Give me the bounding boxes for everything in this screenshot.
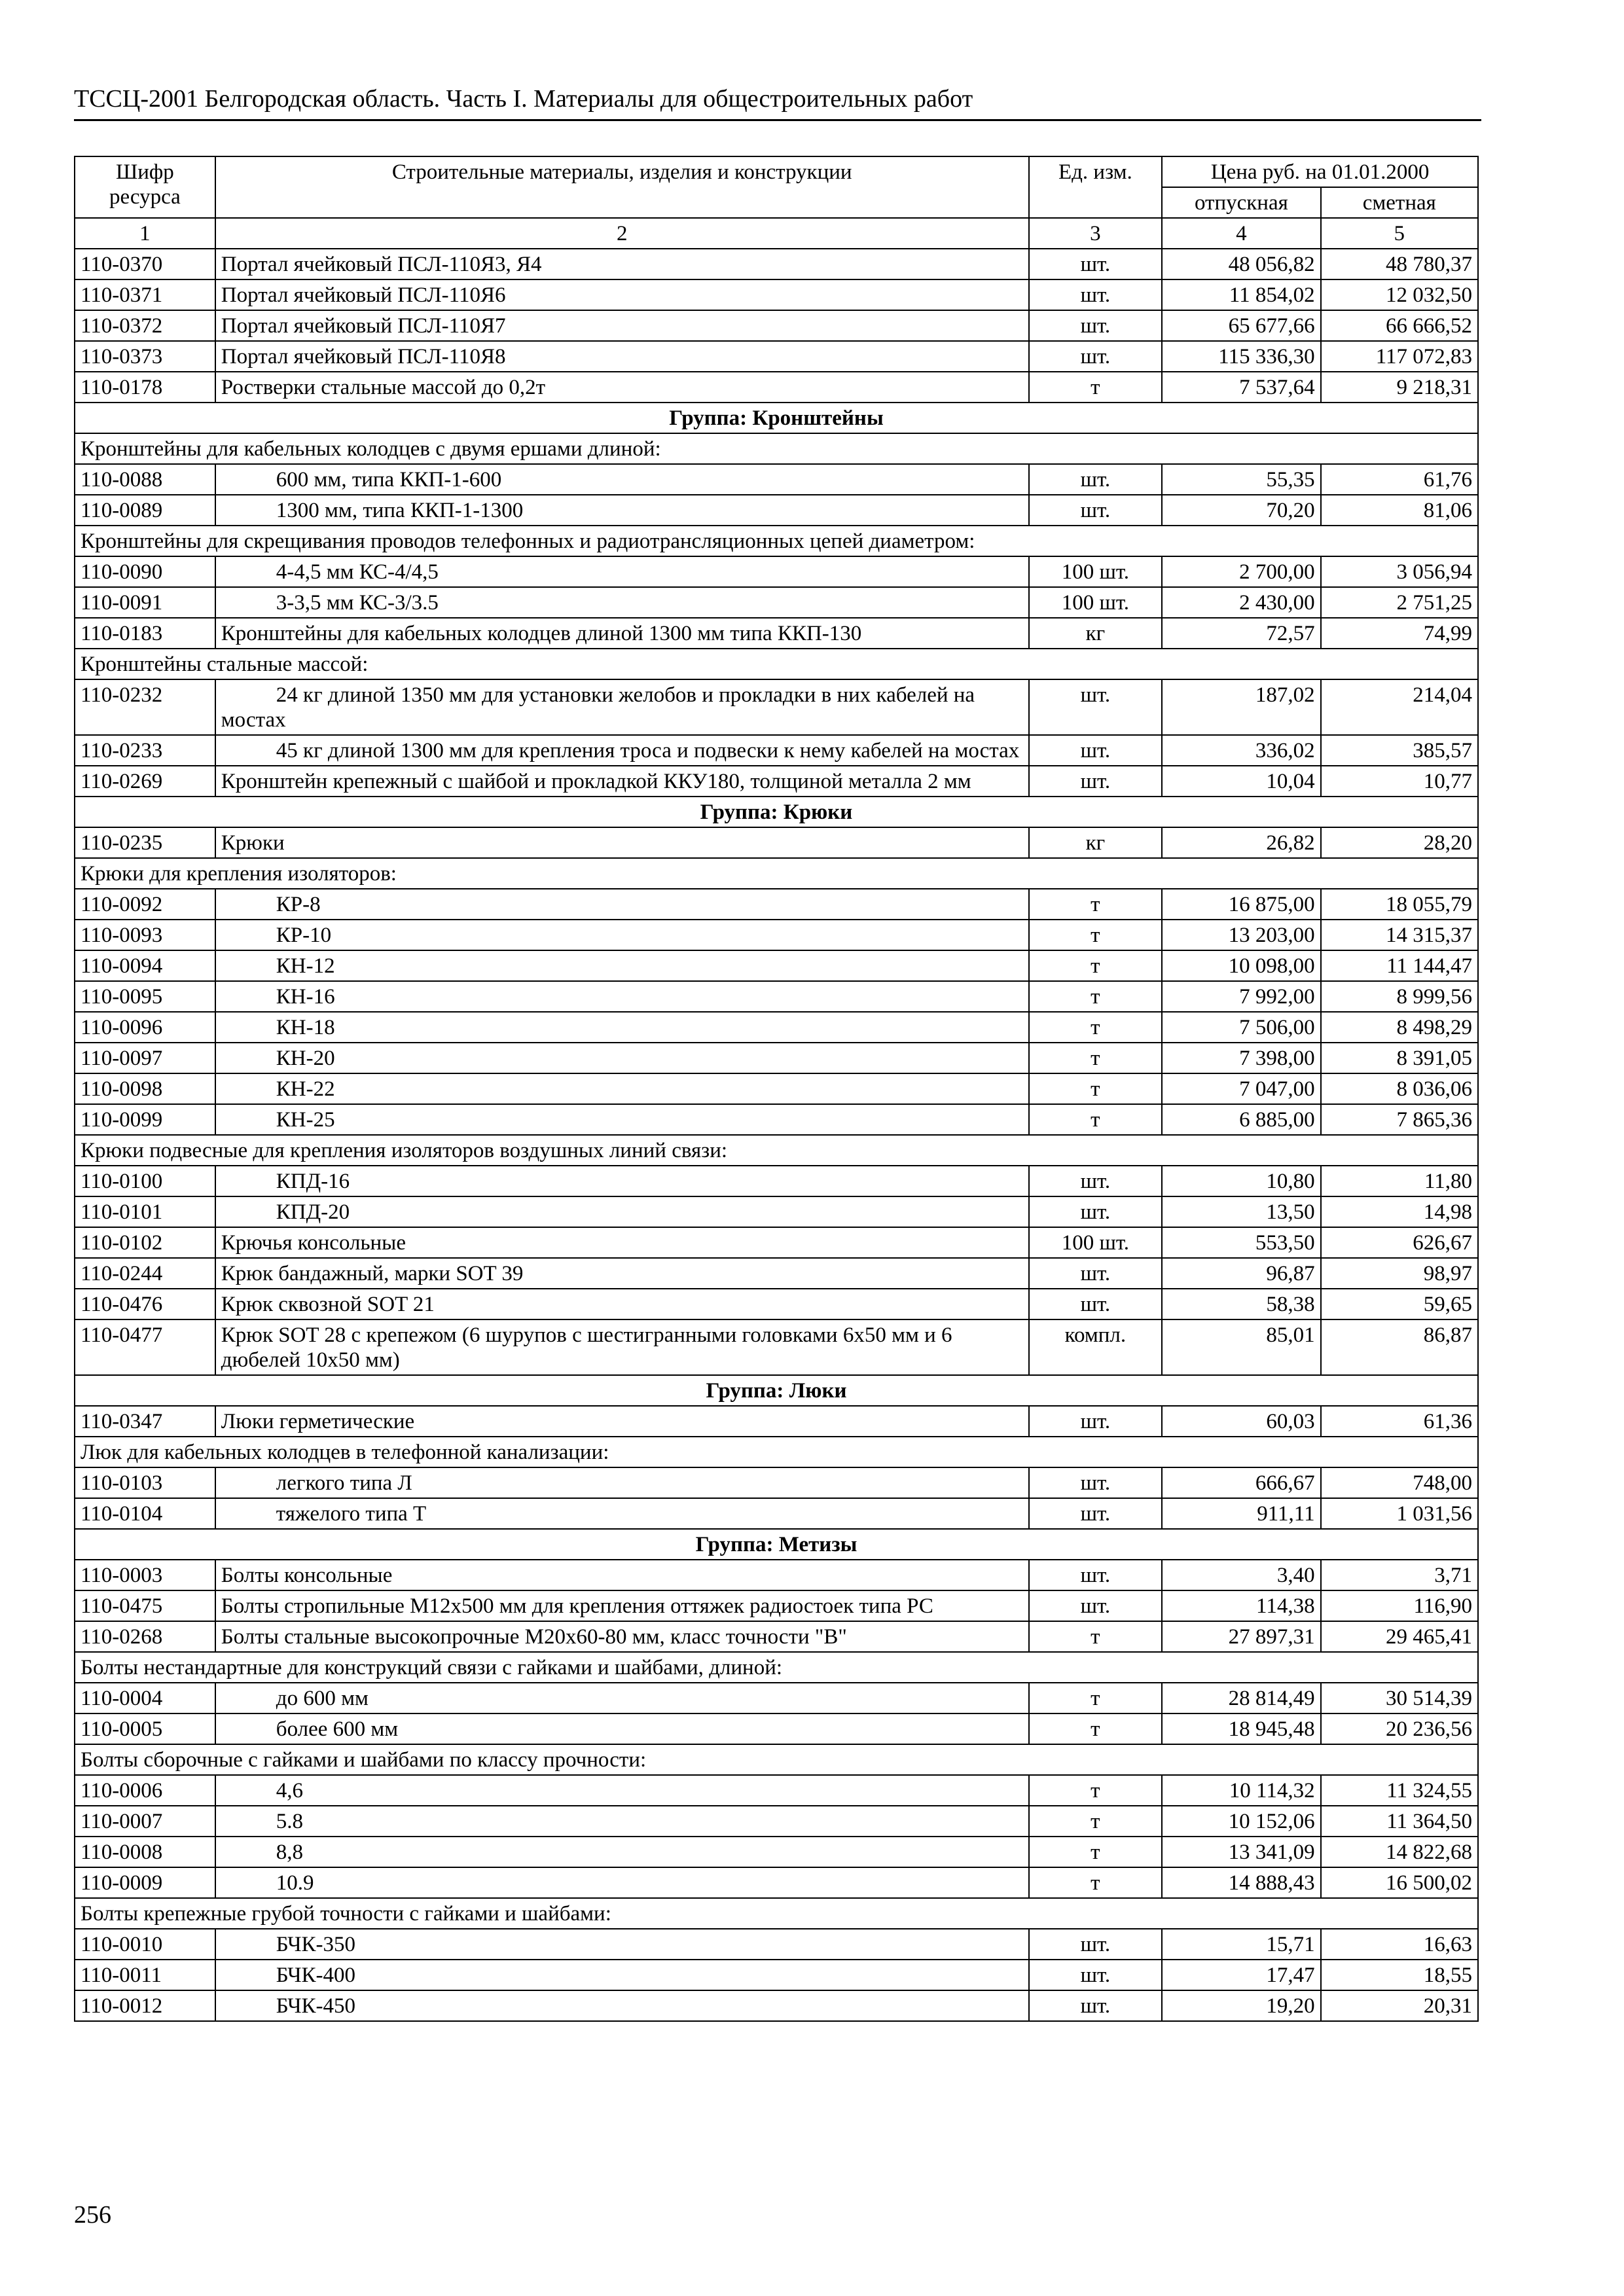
resource-code: 110-0006 [75,1775,215,1806]
estimate-price: 18,55 [1321,1960,1478,1990]
unit-of-measure: 100 шт. [1029,1227,1163,1258]
release-price: 2 430,00 [1162,587,1320,618]
estimate-price: 66 666,52 [1321,310,1478,341]
unit-of-measure: шт. [1029,1467,1163,1498]
material-name: Крюки [215,827,1029,858]
estimate-price: 20,31 [1321,1990,1478,2021]
material-name: БЧК-350 [215,1929,1029,1960]
material-name: Болты консольные [215,1560,1029,1590]
col-number: 4 [1162,218,1320,249]
estimate-price: 9 218,31 [1321,372,1478,403]
release-price: 14 888,43 [1162,1867,1320,1898]
unit-of-measure: 100 шт. [1029,556,1163,587]
release-price: 666,67 [1162,1467,1320,1498]
resource-code: 110-0102 [75,1227,215,1258]
resource-code: 110-0003 [75,1560,215,1590]
material-name: 10.9 [215,1867,1029,1898]
unit-of-measure: шт. [1029,1406,1163,1437]
col-number: 5 [1321,218,1478,249]
material-name: до 600 мм [215,1683,1029,1713]
resource-code: 110-0244 [75,1258,215,1289]
unit-of-measure: шт. [1029,1590,1163,1621]
page-number: 256 [74,2201,111,2229]
table-row [75,279,1478,310]
material-name: Кронштейн крепежный с шайбой и прокладкой ККУ180, толщиной металла 2 мм [215,766,1029,797]
subgroup-title: Кронштейны стальные массой: [75,649,1478,679]
table-row [75,1289,1478,1319]
unit-of-measure: т [1029,1073,1163,1104]
release-price: 2 700,00 [1162,556,1320,587]
release-price: 10 098,00 [1162,950,1320,981]
table-row [75,889,1478,920]
page-header: ТССЦ-2001 Белгородская область. Часть I. Материалы для общестроительных работ [74,84,1481,121]
table-row [75,1621,1478,1652]
material-name: КПД-16 [215,1166,1029,1196]
estimate-price: 61,36 [1321,1406,1478,1437]
release-price: 115 336,30 [1162,341,1320,372]
subgroup-row [75,1744,1478,1775]
material-name: КР-10 [215,920,1029,950]
table-row [75,1196,1478,1227]
material-name: 5.8 [215,1806,1029,1837]
unit-of-measure: т [1029,1713,1163,1744]
group-title: Группа: Люки [75,1375,1478,1406]
table-row [75,1960,1478,1990]
table-row [75,1073,1478,1104]
resource-code: 110-0104 [75,1498,215,1529]
unit-of-measure: шт. [1029,1196,1163,1227]
release-price: 28 814,49 [1162,1683,1320,1713]
estimate-price: 12 032,50 [1321,279,1478,310]
col-header-price: Цена руб. на 01.01.2000 [1162,156,1478,187]
col-header-release: отпускная [1162,187,1320,218]
material-name: Крюк бандажный, марки SOT 39 [215,1258,1029,1289]
group-title: Группа: Метизы [75,1529,1478,1560]
estimate-price: 2 751,25 [1321,587,1478,618]
release-price: 72,57 [1162,618,1320,649]
release-price: 70,20 [1162,495,1320,526]
unit-of-measure: 100 шт. [1029,587,1163,618]
estimate-price: 8 999,56 [1321,981,1478,1012]
resource-code: 110-0268 [75,1621,215,1652]
estimate-price: 81,06 [1321,495,1478,526]
release-price: 16 875,00 [1162,889,1320,920]
col-header-name: Строительные материалы, изделия и конструкции [215,156,1029,218]
resource-code: 110-0233 [75,735,215,766]
unit-of-measure: шт. [1029,1929,1163,1960]
subgroup-row [75,1437,1478,1467]
material-name: КН-12 [215,950,1029,981]
subgroup-row [75,1898,1478,1929]
release-price: 11 854,02 [1162,279,1320,310]
release-price: 7 992,00 [1162,981,1320,1012]
table-row [75,1104,1478,1135]
unit-of-measure: т [1029,981,1163,1012]
release-price: 10,80 [1162,1166,1320,1196]
subgroup-title: Болты крепежные грубой точности с гайками и шайбами: [75,1898,1478,1929]
release-price: 10,04 [1162,766,1320,797]
resource-code: 110-0097 [75,1043,215,1073]
group-row [75,1529,1478,1560]
table-row [75,1590,1478,1621]
release-price: 7 047,00 [1162,1073,1320,1104]
unit-of-measure: шт. [1029,679,1163,735]
estimate-price: 16 500,02 [1321,1867,1478,1898]
group-title: Группа: Кронштейны [75,403,1478,433]
subgroup-row [75,526,1478,556]
estimate-price: 14,98 [1321,1196,1478,1227]
resource-code: 110-0093 [75,920,215,950]
release-price: 7 506,00 [1162,1012,1320,1043]
material-name: БЧК-450 [215,1990,1029,2021]
resource-code: 110-0088 [75,464,215,495]
table-row [75,587,1478,618]
table-row [75,1227,1478,1258]
estimate-price: 48 780,37 [1321,249,1478,279]
resource-code: 110-0091 [75,587,215,618]
release-price: 26,82 [1162,827,1320,858]
release-price: 55,35 [1162,464,1320,495]
release-price: 13 341,09 [1162,1837,1320,1867]
table-row [75,735,1478,766]
subgroup-title: Кронштейны для кабельных колодцев с двумя ершами длиной: [75,433,1478,464]
table-row [75,1683,1478,1713]
estimate-price: 116,90 [1321,1590,1478,1621]
material-name: КН-18 [215,1012,1029,1043]
unit-of-measure: т [1029,1867,1163,1898]
release-price: 114,38 [1162,1590,1320,1621]
estimate-price: 86,87 [1321,1319,1478,1375]
material-name: КР-8 [215,889,1029,920]
resource-code: 110-0373 [75,341,215,372]
resource-code: 110-0269 [75,766,215,797]
estimate-price: 29 465,41 [1321,1621,1478,1652]
unit-of-measure: шт. [1029,1258,1163,1289]
release-price: 60,03 [1162,1406,1320,1437]
table-row [75,341,1478,372]
resource-code: 110-0095 [75,981,215,1012]
table-row [75,1043,1478,1073]
table-row [75,1258,1478,1289]
estimate-price: 61,76 [1321,464,1478,495]
material-name: легкого типа Л [215,1467,1029,1498]
material-name: 45 кг длиной 1300 мм для крепления троса и подвески к нему кабелей на мостах [215,735,1029,766]
resource-code: 110-0005 [75,1713,215,1744]
unit-of-measure: т [1029,1104,1163,1135]
material-name: КН-16 [215,981,1029,1012]
table-row [75,1806,1478,1837]
resource-code: 110-0089 [75,495,215,526]
release-price: 3,40 [1162,1560,1320,1590]
resource-code: 110-0004 [75,1683,215,1713]
unit-of-measure: шт. [1029,1498,1163,1529]
material-name: Портал ячейковый ПСЛ-110Я7 [215,310,1029,341]
release-price: 13,50 [1162,1196,1320,1227]
resource-code: 110-0235 [75,827,215,858]
table-row [75,679,1478,735]
subgroup-row [75,433,1478,464]
unit-of-measure: шт. [1029,1560,1163,1590]
resource-code: 110-0099 [75,1104,215,1135]
table-row [75,372,1478,403]
col-header-code: Шифр ресурса [75,156,215,218]
table-row [75,1713,1478,1744]
estimate-price: 59,65 [1321,1289,1478,1319]
unit-of-measure: т [1029,1837,1163,1867]
estimate-price: 74,99 [1321,618,1478,649]
material-name: 4-4,5 мм КС-4/4,5 [215,556,1029,587]
release-price: 10 152,06 [1162,1806,1320,1837]
resource-code: 110-0183 [75,618,215,649]
estimate-price: 18 055,79 [1321,889,1478,920]
table-row [75,1012,1478,1043]
unit-of-measure: т [1029,1043,1163,1073]
material-name: 600 мм, типа ККП-1-600 [215,464,1029,495]
unit-of-measure: шт. [1029,1166,1163,1196]
unit-of-measure: шт. [1029,464,1163,495]
estimate-price: 8 498,29 [1321,1012,1478,1043]
release-price: 18 945,48 [1162,1713,1320,1744]
unit-of-measure: шт. [1029,735,1163,766]
material-name: тяжелого типа Т [215,1498,1029,1529]
estimate-price: 98,97 [1321,1258,1478,1289]
unit-of-measure: т [1029,950,1163,981]
release-price: 96,87 [1162,1258,1320,1289]
unit-of-measure: т [1029,1806,1163,1837]
estimate-price: 11 364,50 [1321,1806,1478,1837]
material-name: Ростверки стальные массой до 0,2т [215,372,1029,403]
resource-code: 110-0101 [75,1196,215,1227]
estimate-price: 8 391,05 [1321,1043,1478,1073]
unit-of-measure: шт. [1029,249,1163,279]
unit-of-measure: шт. [1029,1289,1163,1319]
unit-of-measure: шт. [1029,279,1163,310]
group-row [75,403,1478,433]
table-row [75,981,1478,1012]
estimate-price: 7 865,36 [1321,1104,1478,1135]
resource-code: 110-0475 [75,1590,215,1621]
material-name: Портал ячейковый ПСЛ-110Я3, Я4 [215,249,1029,279]
unit-of-measure: т [1029,889,1163,920]
subgroup-title: Болты нестандартные для конструкций связи с гайками и шайбами, длиной: [75,1652,1478,1683]
unit-of-measure: шт. [1029,766,1163,797]
release-price: 27 897,31 [1162,1621,1320,1652]
unit-of-measure: т [1029,372,1163,403]
release-price: 17,47 [1162,1960,1320,1990]
release-price: 553,50 [1162,1227,1320,1258]
resource-code: 110-0096 [75,1012,215,1043]
estimate-price: 11 324,55 [1321,1775,1478,1806]
estimate-price: 748,00 [1321,1467,1478,1498]
estimate-price: 11,80 [1321,1166,1478,1196]
unit-of-measure: кг [1029,618,1163,649]
group-title: Группа: Крюки [75,797,1478,827]
resource-code: 110-0010 [75,1929,215,1960]
estimate-price: 20 236,56 [1321,1713,1478,1744]
table-body [75,249,1478,2021]
resource-code: 110-0011 [75,1960,215,1990]
resource-code: 110-0372 [75,310,215,341]
table-row [75,495,1478,526]
subgroup-title: Люк для кабельных колодцев в телефонной канализации: [75,1437,1478,1467]
estimate-price: 10,77 [1321,766,1478,797]
material-name: Болты стропильные М12х500 мм для крепления оттяжек радиостоек типа РС [215,1590,1029,1621]
unit-of-measure: шт. [1029,1990,1163,2021]
col-number: 1 [75,218,215,249]
release-price: 187,02 [1162,679,1320,735]
material-name: Крюк сквозной SOT 21 [215,1289,1029,1319]
table-row [75,950,1478,981]
material-name: КН-25 [215,1104,1029,1135]
unit-of-measure: т [1029,1775,1163,1806]
release-price: 7 398,00 [1162,1043,1320,1073]
release-price: 19,20 [1162,1990,1320,2021]
table-row [75,1560,1478,1590]
estimate-price: 214,04 [1321,679,1478,735]
table-row [75,618,1478,649]
col-header-estimate: сметная [1321,187,1478,218]
table-row [75,1990,1478,2021]
material-name: Крючья консольные [215,1227,1029,1258]
subgroup-title: Крюки подвесные для крепления изоляторов воздушных линий связи: [75,1135,1478,1166]
subgroup-title: Болты сборочные с гайками и шайбами по классу прочности: [75,1744,1478,1775]
resource-code: 110-0090 [75,556,215,587]
release-price: 7 537,64 [1162,372,1320,403]
group-row [75,1375,1478,1406]
material-name: Люки герметические [215,1406,1029,1437]
estimate-price: 3,71 [1321,1560,1478,1590]
resource-code: 110-0094 [75,950,215,981]
table-row [75,1166,1478,1196]
release-price: 85,01 [1162,1319,1320,1375]
estimate-price: 385,57 [1321,735,1478,766]
release-price: 13 203,00 [1162,920,1320,950]
unit-of-measure: шт. [1029,495,1163,526]
material-name: Портал ячейковый ПСЛ-110Я6 [215,279,1029,310]
unit-of-measure: т [1029,1012,1163,1043]
subgroup-row [75,1652,1478,1683]
resource-code: 110-0008 [75,1837,215,1867]
resource-code: 110-0232 [75,679,215,735]
table-row [75,827,1478,858]
resource-code: 110-0009 [75,1867,215,1898]
release-price: 336,02 [1162,735,1320,766]
resource-code: 110-0007 [75,1806,215,1837]
estimate-price: 1 031,56 [1321,1498,1478,1529]
estimate-price: 16,63 [1321,1929,1478,1960]
material-name: 24 кг длиной 1350 мм для установки желобов и прокладки в них кабелей на мостах [215,679,1029,735]
unit-of-measure: компл. [1029,1319,1163,1375]
table-row [75,1319,1478,1375]
table-row [75,1837,1478,1867]
estimate-price: 30 514,39 [1321,1683,1478,1713]
estimate-price: 117 072,83 [1321,341,1478,372]
table-row [75,464,1478,495]
material-name: Портал ячейковый ПСЛ-110Я8 [215,341,1029,372]
estimate-price: 626,67 [1321,1227,1478,1258]
estimate-price: 14 315,37 [1321,920,1478,950]
material-name: Болты стальные высокопрочные М20х60-80 мм, класс точности "В" [215,1621,1029,1652]
unit-of-measure: шт. [1029,341,1163,372]
material-name: более 600 мм [215,1713,1029,1744]
release-price: 6 885,00 [1162,1104,1320,1135]
material-name: КН-20 [215,1043,1029,1073]
estimate-price: 8 036,06 [1321,1073,1478,1104]
unit-of-measure: т [1029,920,1163,950]
resource-code: 110-0178 [75,372,215,403]
group-row [75,797,1478,827]
resource-code: 110-0012 [75,1990,215,2021]
subgroup-row [75,858,1478,889]
table-row [75,310,1478,341]
material-name: КН-22 [215,1073,1029,1104]
estimate-price: 11 144,47 [1321,950,1478,981]
material-name: 1300 мм, типа ККП-1-1300 [215,495,1029,526]
table-row [75,556,1478,587]
table-row [75,1406,1478,1437]
estimate-price: 28,20 [1321,827,1478,858]
release-price: 911,11 [1162,1498,1320,1529]
release-price: 58,38 [1162,1289,1320,1319]
material-name: 8,8 [215,1837,1029,1867]
price-table [74,156,1479,2022]
release-price: 10 114,32 [1162,1775,1320,1806]
resource-code: 110-0092 [75,889,215,920]
resource-code: 110-0476 [75,1289,215,1319]
material-name: КПД-20 [215,1196,1029,1227]
resource-code: 110-0371 [75,279,215,310]
unit-of-measure: шт. [1029,1960,1163,1990]
table-row [75,1775,1478,1806]
estimate-price: 14 822,68 [1321,1837,1478,1867]
unit-of-measure: кг [1029,827,1163,858]
col-number: 3 [1029,218,1163,249]
table-row [75,766,1478,797]
table-row [75,1498,1478,1529]
unit-of-measure: шт. [1029,310,1163,341]
resource-code: 110-0347 [75,1406,215,1437]
material-name: БЧК-400 [215,1960,1029,1990]
release-price: 15,71 [1162,1929,1320,1960]
material-name: 3-3,5 мм КС-3/3.5 [215,587,1029,618]
unit-of-measure: т [1029,1683,1163,1713]
subgroup-row [75,649,1478,679]
table-row [75,1929,1478,1960]
table-row [75,1467,1478,1498]
subgroup-row [75,1135,1478,1166]
resource-code: 110-0370 [75,249,215,279]
subgroup-title: Крюки для крепления изоляторов: [75,858,1478,889]
table-row [75,249,1478,279]
resource-code: 110-0103 [75,1467,215,1498]
col-number: 2 [215,218,1029,249]
release-price: 65 677,66 [1162,310,1320,341]
material-name: Крюк SOT 28 с крепежом (6 шурупов с шестигранными головками 6x50 мм и 6 дюбелей 10x50 мм) [215,1319,1029,1375]
col-header-unit: Ед. изм. [1029,156,1163,218]
table-row [75,1867,1478,1898]
resource-code: 110-0098 [75,1073,215,1104]
resource-code: 110-0477 [75,1319,215,1375]
subgroup-title: Кронштейны для скрещивания проводов телефонных и радиотрансляционных цепей диаметром: [75,526,1478,556]
unit-of-measure: т [1029,1621,1163,1652]
material-name: Кронштейны для кабельных колодцев длиной 1300 мм типа ККП-130 [215,618,1029,649]
estimate-price: 3 056,94 [1321,556,1478,587]
table-row [75,920,1478,950]
material-name: 4,6 [215,1775,1029,1806]
resource-code: 110-0100 [75,1166,215,1196]
release-price: 48 056,82 [1162,249,1320,279]
